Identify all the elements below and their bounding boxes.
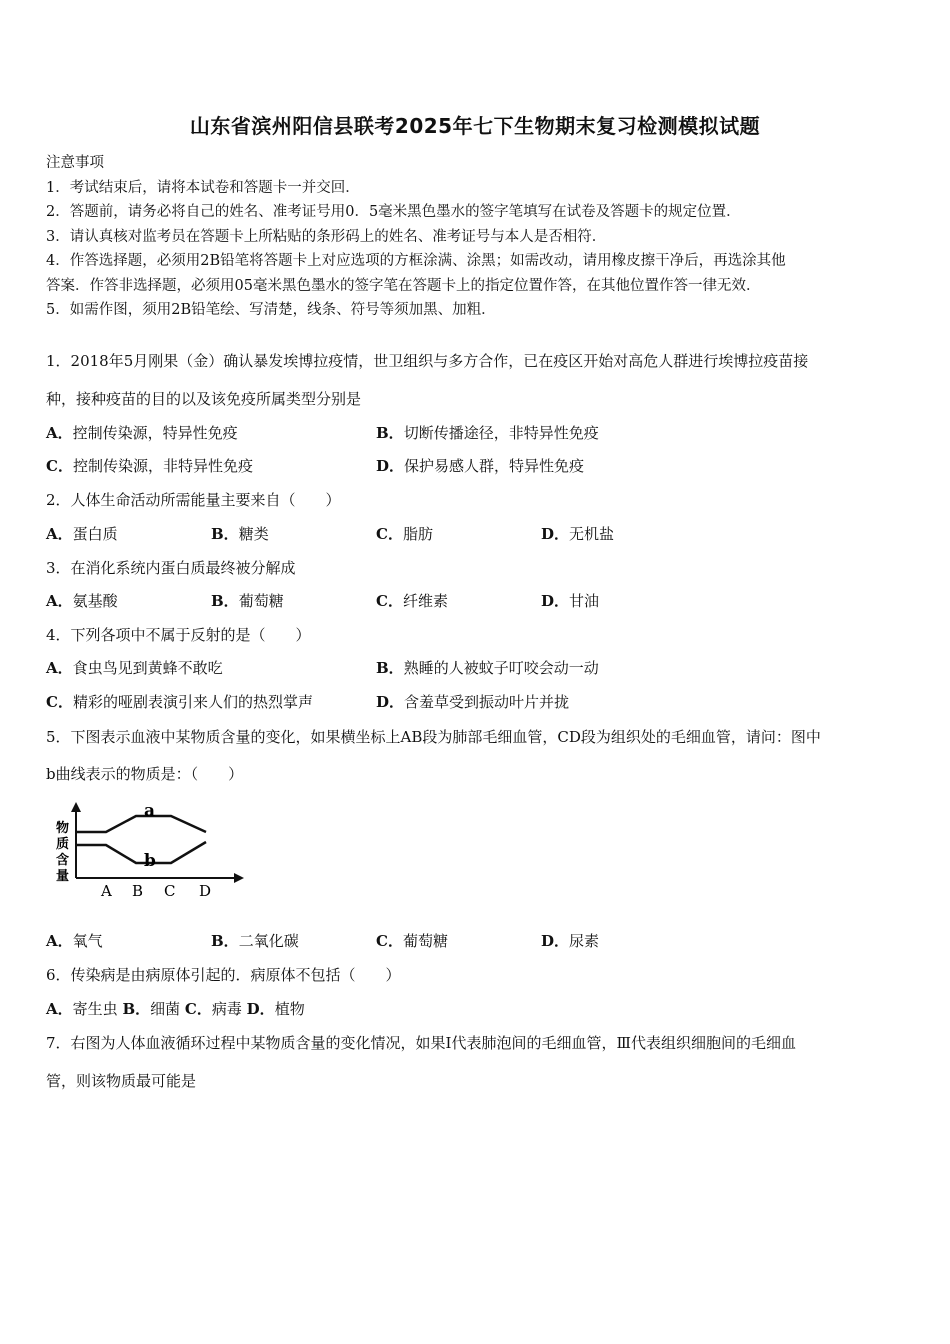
question-1-option-b[interactable]: B．切断传播途径，非特异性免疫	[376, 424, 599, 442]
question-4-option-d[interactable]: D．含羞草受到振动叶片并拢	[376, 693, 570, 711]
question-5-figure	[46, 798, 246, 906]
question-2-option-a[interactable]: A．蛋白质	[46, 525, 118, 543]
y-axis-label-char: 物	[56, 821, 70, 836]
question-6-option-b[interactable]: B．细菌	[122, 1000, 181, 1018]
question-7-stem-line-2: 管，则该物质最可能是	[46, 1072, 197, 1090]
question-5-stem-line-1: 5．下图表示血液中某物质含量的变化，如果横坐标上AB段为肺部毛细血管，CD段为组织处的毛细血管，请问：图中	[46, 728, 821, 746]
y-axis-label-char: 含	[56, 853, 70, 868]
question-6-option-d[interactable]: D．植物	[246, 1000, 305, 1018]
notice-item: 2．答题前，请务必将自己的姓名、准考证号用0．5毫米黑色墨水的签字笔填写在试卷及答题卡的规定位置．	[46, 204, 741, 220]
page-title: 山东省滨州阳信县联考2025年七下生物期末复习检测模拟试题	[189, 114, 761, 138]
question-2-option-d[interactable]: D．无机盐	[541, 525, 615, 543]
question-5-stem-line-2: b曲线表示的物质是：（ ）	[46, 765, 244, 783]
question-4-stem: 4．下列各项中不属于反射的是（ ）	[46, 626, 311, 644]
notice-item: 3．请认真核对监考员在答题卡上所粘贴的条形码上的姓名、准考证号与本人是否相符．	[46, 228, 607, 245]
question-5-option-c[interactable]: C．葡萄糖	[376, 932, 448, 950]
curve-b-label: b	[144, 851, 156, 871]
question-2-option-b[interactable]: B．糖类	[211, 525, 269, 543]
y-axis-label-char: 量	[56, 869, 70, 884]
y-axis-arrow	[71, 802, 81, 812]
question-6-option-c[interactable]: C．病毒	[184, 1000, 242, 1018]
question-4-option-b[interactable]: B．熟睡的人被蚊子叮咬会动一动	[376, 659, 599, 677]
x-tick-label: D	[199, 882, 212, 900]
x-tick-label: A	[101, 882, 112, 900]
question-1-option-c[interactable]: C．控制传染源，非特异性免疫	[46, 457, 253, 475]
notice-item: 答案．作答非选择题，必须用05毫米黑色墨水的签字笔在答题卡上的指定位置作答，在其他位置作答一律无效．	[46, 277, 761, 294]
question-1-option-a[interactable]: A．控制传染源，特异性免疫	[46, 424, 238, 442]
question-6-option-a[interactable]: A．寄生虫	[46, 1000, 118, 1018]
question-3-stem: 3．在消化系统内蛋白质最终被分解成	[46, 559, 296, 577]
curve-a	[76, 816, 206, 832]
question-2-stem: 2．人体生命活动所需能量主要来自（ ）	[46, 491, 341, 509]
question-2-option-c[interactable]: C．脂肪	[376, 525, 433, 543]
question-3-option-d[interactable]: D．甘油	[541, 592, 600, 610]
question-7-stem-line-1: 7．右图为人体血液循环过程中某物质含量的变化情况，如果Ⅰ代表肺泡间的毛细血管，Ⅲ代表组织细胞间的毛细血	[46, 1034, 796, 1052]
question-5-option-d[interactable]: D．尿素	[541, 932, 600, 950]
x-axis-arrow	[234, 873, 244, 883]
question-1-stem-line-2: 种，接种疫苗的目的以及该免疫所属类型分别是	[46, 390, 362, 408]
notice-heading: 注意事项	[46, 155, 104, 171]
question-1-stem-line-1: 1．2018年5月刚果（金）确认暴发埃博拉疫情，世卫组织与多方合作，已在疫区开始对高危人群进行埃博拉疫苗接	[46, 352, 809, 370]
question-6-options	[46, 998, 305, 1019]
question-3-option-b[interactable]: B．葡萄糖	[211, 592, 284, 610]
x-tick-label: B	[132, 882, 144, 900]
notice-item: 1．考试结束后，请将本试卷和答题卡一并交回．	[46, 179, 360, 196]
question-5-option-b[interactable]: B．二氧化碳	[211, 932, 299, 950]
notice-item: 4．作答选择题，必须用2B铅笔将答题卡上对应选项的方框涂满、涂黑；如需改动，请用橡皮擦干净后，再选涂其他	[46, 253, 786, 269]
y-axis-label-char: 质	[56, 837, 70, 852]
question-3-option-c[interactable]: C．纤维素	[376, 592, 448, 610]
notice-section	[46, 151, 906, 323]
question-5-option-a[interactable]: A．氧气	[46, 932, 103, 950]
x-tick-label: C	[164, 882, 176, 900]
question-6-stem: 6．传染病是由病原体引起的．病原体不包括（ ）	[46, 966, 401, 984]
notice-item: 5．如需作图，须用2B铅笔绘、写清楚，线条、符号等须加黑、加粗．	[46, 302, 496, 318]
curve-a-label: a	[144, 801, 156, 821]
question-4-option-c[interactable]: C．精彩的哑剧表演引来人们的热烈掌声	[46, 693, 313, 711]
curve-b	[76, 842, 206, 863]
question-4-option-a[interactable]: A．食虫鸟见到黄蜂不敢吃	[46, 659, 223, 677]
question-3-option-a[interactable]: A．氨基酸	[46, 592, 118, 610]
question-1-option-d[interactable]: D．保护易感人群，特异性免疫	[376, 457, 585, 475]
